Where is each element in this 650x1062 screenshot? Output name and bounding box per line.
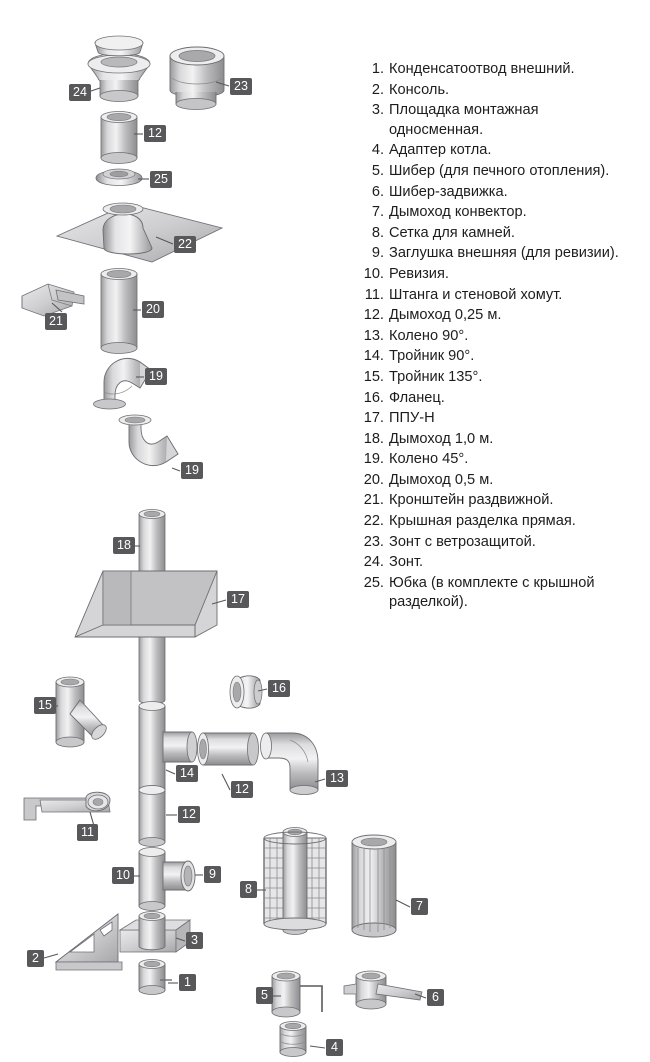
legend-number: 22.	[363, 513, 384, 530]
callout-12-horizontal: 12	[231, 781, 253, 798]
callout-9: 9	[204, 866, 221, 883]
legend-number: 12.	[363, 307, 384, 324]
legend-label: Дымоход 1,0 м.	[389, 430, 494, 447]
callout-22: 22	[174, 236, 196, 253]
callout-15: 15	[34, 697, 56, 714]
legend-label: Крышная разделка прямая.	[389, 513, 576, 530]
callout-12-lower: 12	[178, 806, 200, 823]
callout-6: 6	[427, 989, 444, 1006]
legend-item	[362, 533, 630, 553]
legend-item	[362, 574, 630, 613]
legend-number: 25.	[363, 574, 384, 591]
legend-number: 3.	[371, 102, 384, 119]
legend-label: Юбка (в комплекте с крышной разделкой).	[389, 574, 595, 611]
part-3-mounting-platform	[120, 912, 190, 953]
part-16-flange	[230, 676, 262, 708]
legend-item	[362, 141, 630, 161]
part-24-cowl	[88, 36, 150, 102]
legend-item	[362, 101, 630, 140]
callout-25: 25	[150, 171, 172, 188]
legend-number: 5.	[371, 162, 384, 179]
part-21-adjustable-bracket	[22, 284, 84, 316]
legend-item	[362, 347, 630, 367]
part-10-inspection	[139, 848, 186, 911]
legend-label: Зонт с ветрозащитой.	[389, 533, 536, 550]
legend-item	[362, 491, 630, 511]
part-5-damper	[272, 971, 322, 1017]
legend-number: 16.	[363, 389, 384, 406]
legend-number: 23.	[363, 533, 384, 550]
legend-item	[362, 60, 630, 80]
legend-label: Шибер-задвижка.	[389, 183, 508, 200]
legend-number: 20.	[363, 471, 384, 488]
part-1-condensate-drain	[139, 960, 172, 995]
callout-24: 24	[69, 84, 91, 101]
part-12-pipe-025-horizontal	[198, 733, 259, 765]
legend-item	[362, 265, 630, 285]
callout-5: 5	[256, 987, 273, 1004]
part-12-pipe-025-lower	[139, 786, 165, 847]
legend-number: 14.	[363, 348, 384, 365]
part-11-rod-and-wall-clamp	[24, 792, 110, 820]
legend-label: Штанга и стеновой хомут.	[389, 286, 563, 303]
legend-label: Тройник 90°.	[389, 348, 475, 365]
legend-item	[362, 244, 630, 264]
legend-number: 21.	[363, 492, 384, 509]
legend-item	[362, 183, 630, 203]
callout-13: 13	[326, 770, 348, 787]
part-8-stone-mesh	[264, 828, 326, 935]
legend-number: 8.	[371, 224, 384, 241]
part-17-ppu-n	[75, 571, 217, 637]
part-20-pipe-050	[101, 269, 137, 354]
legend-item	[362, 409, 630, 429]
part-19-elbow-45-upper	[94, 358, 152, 409]
legend-number: 19.	[363, 451, 384, 468]
legend-item	[362, 471, 630, 491]
legend-label: Конденсатоотвод внешний.	[389, 61, 575, 77]
legend-label: Площадка монтажная односменная.	[389, 102, 539, 138]
part-7-convector-chimney	[352, 835, 396, 937]
legend-number: 7.	[371, 204, 384, 221]
legend-number: 11.	[364, 286, 384, 303]
legend-item	[362, 450, 630, 470]
legend-label: Тройник 135°.	[389, 368, 483, 385]
callout-14: 14	[176, 765, 198, 782]
callout-8: 8	[240, 881, 257, 898]
legend-number: 13.	[363, 327, 384, 344]
callout-4: 4	[326, 1039, 343, 1056]
legend-item	[362, 512, 630, 532]
callout-10: 10	[112, 867, 134, 884]
legend-number: 24.	[363, 554, 384, 571]
part-9-external-cap	[181, 861, 195, 891]
callout-16: 16	[268, 680, 290, 697]
legend-label: Колено 90°.	[389, 327, 469, 344]
legend-item	[362, 389, 630, 409]
callout-11: 11	[77, 824, 98, 841]
legend-item	[362, 203, 630, 223]
legend-label: Заглушка внешняя (для ревизии).	[389, 245, 619, 262]
callout-19-lower: 19	[181, 462, 203, 479]
legend-item	[362, 81, 630, 101]
callout-23: 23	[230, 78, 252, 95]
legend-label: Фланец.	[389, 389, 445, 406]
callout-17: 17	[227, 591, 249, 608]
legend-label: Адаптер котла.	[389, 142, 492, 159]
part-13-elbow-90	[261, 733, 319, 795]
legend-label: Шибер (для печного отопления).	[389, 162, 610, 179]
callout-19-upper: 19	[145, 368, 167, 385]
callout-18: 18	[113, 537, 135, 554]
legend-item	[362, 553, 630, 573]
callout-1: 1	[179, 974, 196, 991]
legend-label: ППУ-Н	[389, 410, 435, 427]
legend-item	[362, 430, 630, 450]
legend-number: 17.	[363, 410, 384, 427]
part-15-tee-135	[56, 677, 109, 747]
part-12-pipe-025-top	[101, 112, 137, 164]
legend-label: Дымоход 0,5 м.	[389, 471, 494, 488]
legend-number: 18.	[363, 430, 384, 447]
legend-item	[362, 162, 630, 182]
legend-label: Ревизия.	[389, 265, 449, 282]
part-6-gate-damper	[344, 971, 422, 1009]
callout-20: 20	[142, 301, 164, 318]
legend-item	[362, 224, 630, 244]
part-2-console	[56, 914, 122, 970]
callout-7: 7	[411, 898, 428, 915]
part-25-skirt	[96, 169, 142, 186]
legend-number: 6.	[371, 183, 384, 200]
part-23-windproof-cowl	[170, 47, 224, 110]
callout-2: 2	[27, 950, 44, 967]
legend-label: Дымоход 0,25 м.	[389, 307, 502, 324]
legend-item	[362, 286, 630, 306]
legend-label: Сетка для камней.	[389, 224, 515, 241]
legend-label: Дымоход конвектор.	[389, 204, 527, 221]
part-22-roof-flashing	[57, 203, 222, 262]
callout-21: 21	[45, 313, 67, 330]
legend-label: Зонт.	[389, 554, 424, 571]
legend-number: 9.	[371, 245, 384, 262]
legend-item	[362, 327, 630, 347]
legend-label: Консоль.	[389, 81, 450, 98]
legend-number: 15.	[363, 368, 384, 385]
legend-number: 10.	[363, 265, 384, 282]
legend-label: Кронштейн раздвижной.	[389, 492, 554, 509]
legend-label: Колено 45°.	[389, 451, 469, 468]
legend-number: 1.	[371, 61, 384, 77]
legend-number: 2.	[371, 81, 384, 98]
part-19-elbow-45-lower	[119, 415, 178, 466]
legend-item	[362, 368, 630, 388]
parts-legend	[362, 60, 630, 614]
callout-3: 3	[186, 932, 203, 949]
legend-item	[362, 306, 630, 326]
legend-number: 4.	[371, 142, 384, 159]
part-4-boiler-adapter	[280, 1022, 306, 1057]
callout-12-top: 12	[144, 125, 166, 142]
